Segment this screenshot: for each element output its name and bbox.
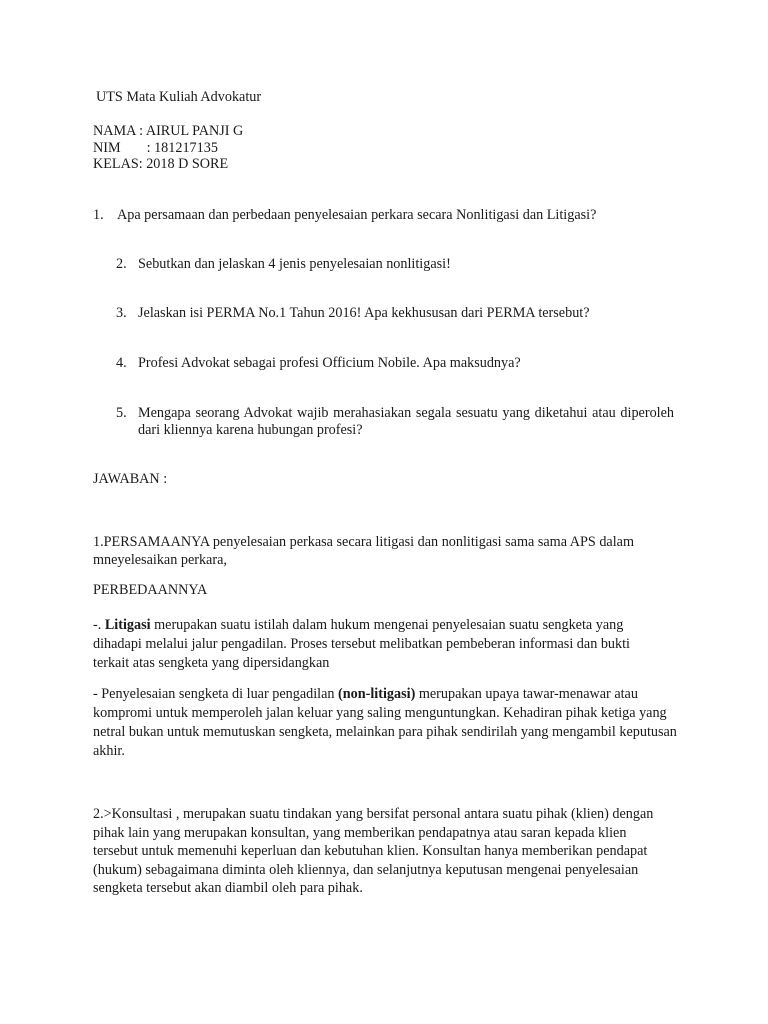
bullet-prefix: -.: [93, 617, 105, 633]
differences-heading: PERBEDAANNYA: [93, 582, 208, 598]
question-item: [116, 256, 656, 274]
answers-heading: JAWABAN :: [93, 471, 168, 487]
student-class: KELAS: 2018 D SORE: [93, 156, 229, 172]
paragraph-text: merupakan upaya tawar-menawar atau kompromi untuk memperoleh jalan keluar yang saling menguntungkan. Kehadiran pihak ketiga yang netral bukan untuk memutuskan sengketa, melainkan para pihak sendirilah yang mengambil keputusan akhir.: [93, 686, 677, 759]
paragraph-text: merupakan suatu istilah dalam hukum mengenai penyelesaian suatu sengketa yang dihadapi melalui jalur pengadilan. Proses tersebut melibatkan pembeberan informasi dan bukti terkait atas sengketa yang dipersidangkan: [93, 617, 630, 671]
student-nim: [93, 140, 218, 157]
question-item: [116, 355, 656, 373]
question-number: 4.: [116, 355, 127, 371]
document-title: UTS Mata Kuliah Advokatur: [96, 89, 262, 105]
question-number: 5.: [116, 405, 127, 421]
question-item: [93, 207, 653, 225]
nim-value: : 181217135: [146, 140, 218, 156]
question-text: Apa persamaan dan perbedaan penyelesaian perkara secara Nonlitigasi dan Litigasi?: [117, 207, 597, 223]
paragraph-text: - Penyelesaian sengketa di luar pengadilan: [93, 686, 339, 702]
question-number: 2.: [116, 256, 127, 272]
answer2-consultation: 2.>Konsultasi , merupakan suatu tindakan yang bersifat personal antara suatu pihak (klien) dengan pihak lain yang merupakan konsultan, yang memberikan pendapatnya atau saran kepada klien tersebut untuk memenuhi keperluan dan kebutuhan klien. Konsultan hanya memberikan pendapat (hukum) sebagaimana diminta oleh kliennya, dan selanjutnya keputusan mengenai penyelesaian sengketa tersebut akan diambil oleh para pihak.: [93, 806, 654, 896]
term-litigasi: Litigasi: [104, 617, 151, 633]
question-text: Jelaskan isi PERMA No.1 Tahun 2016! Apa kekhususan dari PERMA tersebut?: [138, 305, 590, 321]
question-text: Mengapa seorang Advokat wajib merahasiakan segala sesuatu yang diketahui atau diperoleh dari kliennya karena hubungan profesi?: [138, 405, 674, 438]
nim-label: NIM: [93, 140, 121, 156]
difference-litigation: [93, 616, 663, 673]
question-number: 1.: [93, 207, 104, 223]
student-name: NAMA : AIRUL PANJI G: [93, 123, 244, 139]
question-item: [116, 405, 676, 439]
answer1-similarity: 1.PERSAMAANYA penyelesaian perkasa secara litigasi dan nonlitigasi sama sama APS dalam mneyelesaikan perkara,: [93, 534, 634, 568]
term-non-litigasi: (non-litigasi): [338, 686, 416, 702]
question-item: [116, 305, 656, 323]
question-text: Profesi Advokat sebagai profesi Officium Nobile. Apa maksudnya?: [138, 355, 521, 371]
question-number: 3.: [116, 305, 127, 321]
question-text: Sebutkan dan jelaskan 4 jenis penyelesaian nonlitigasi!: [138, 256, 451, 272]
difference-non-litigation: [93, 685, 678, 761]
